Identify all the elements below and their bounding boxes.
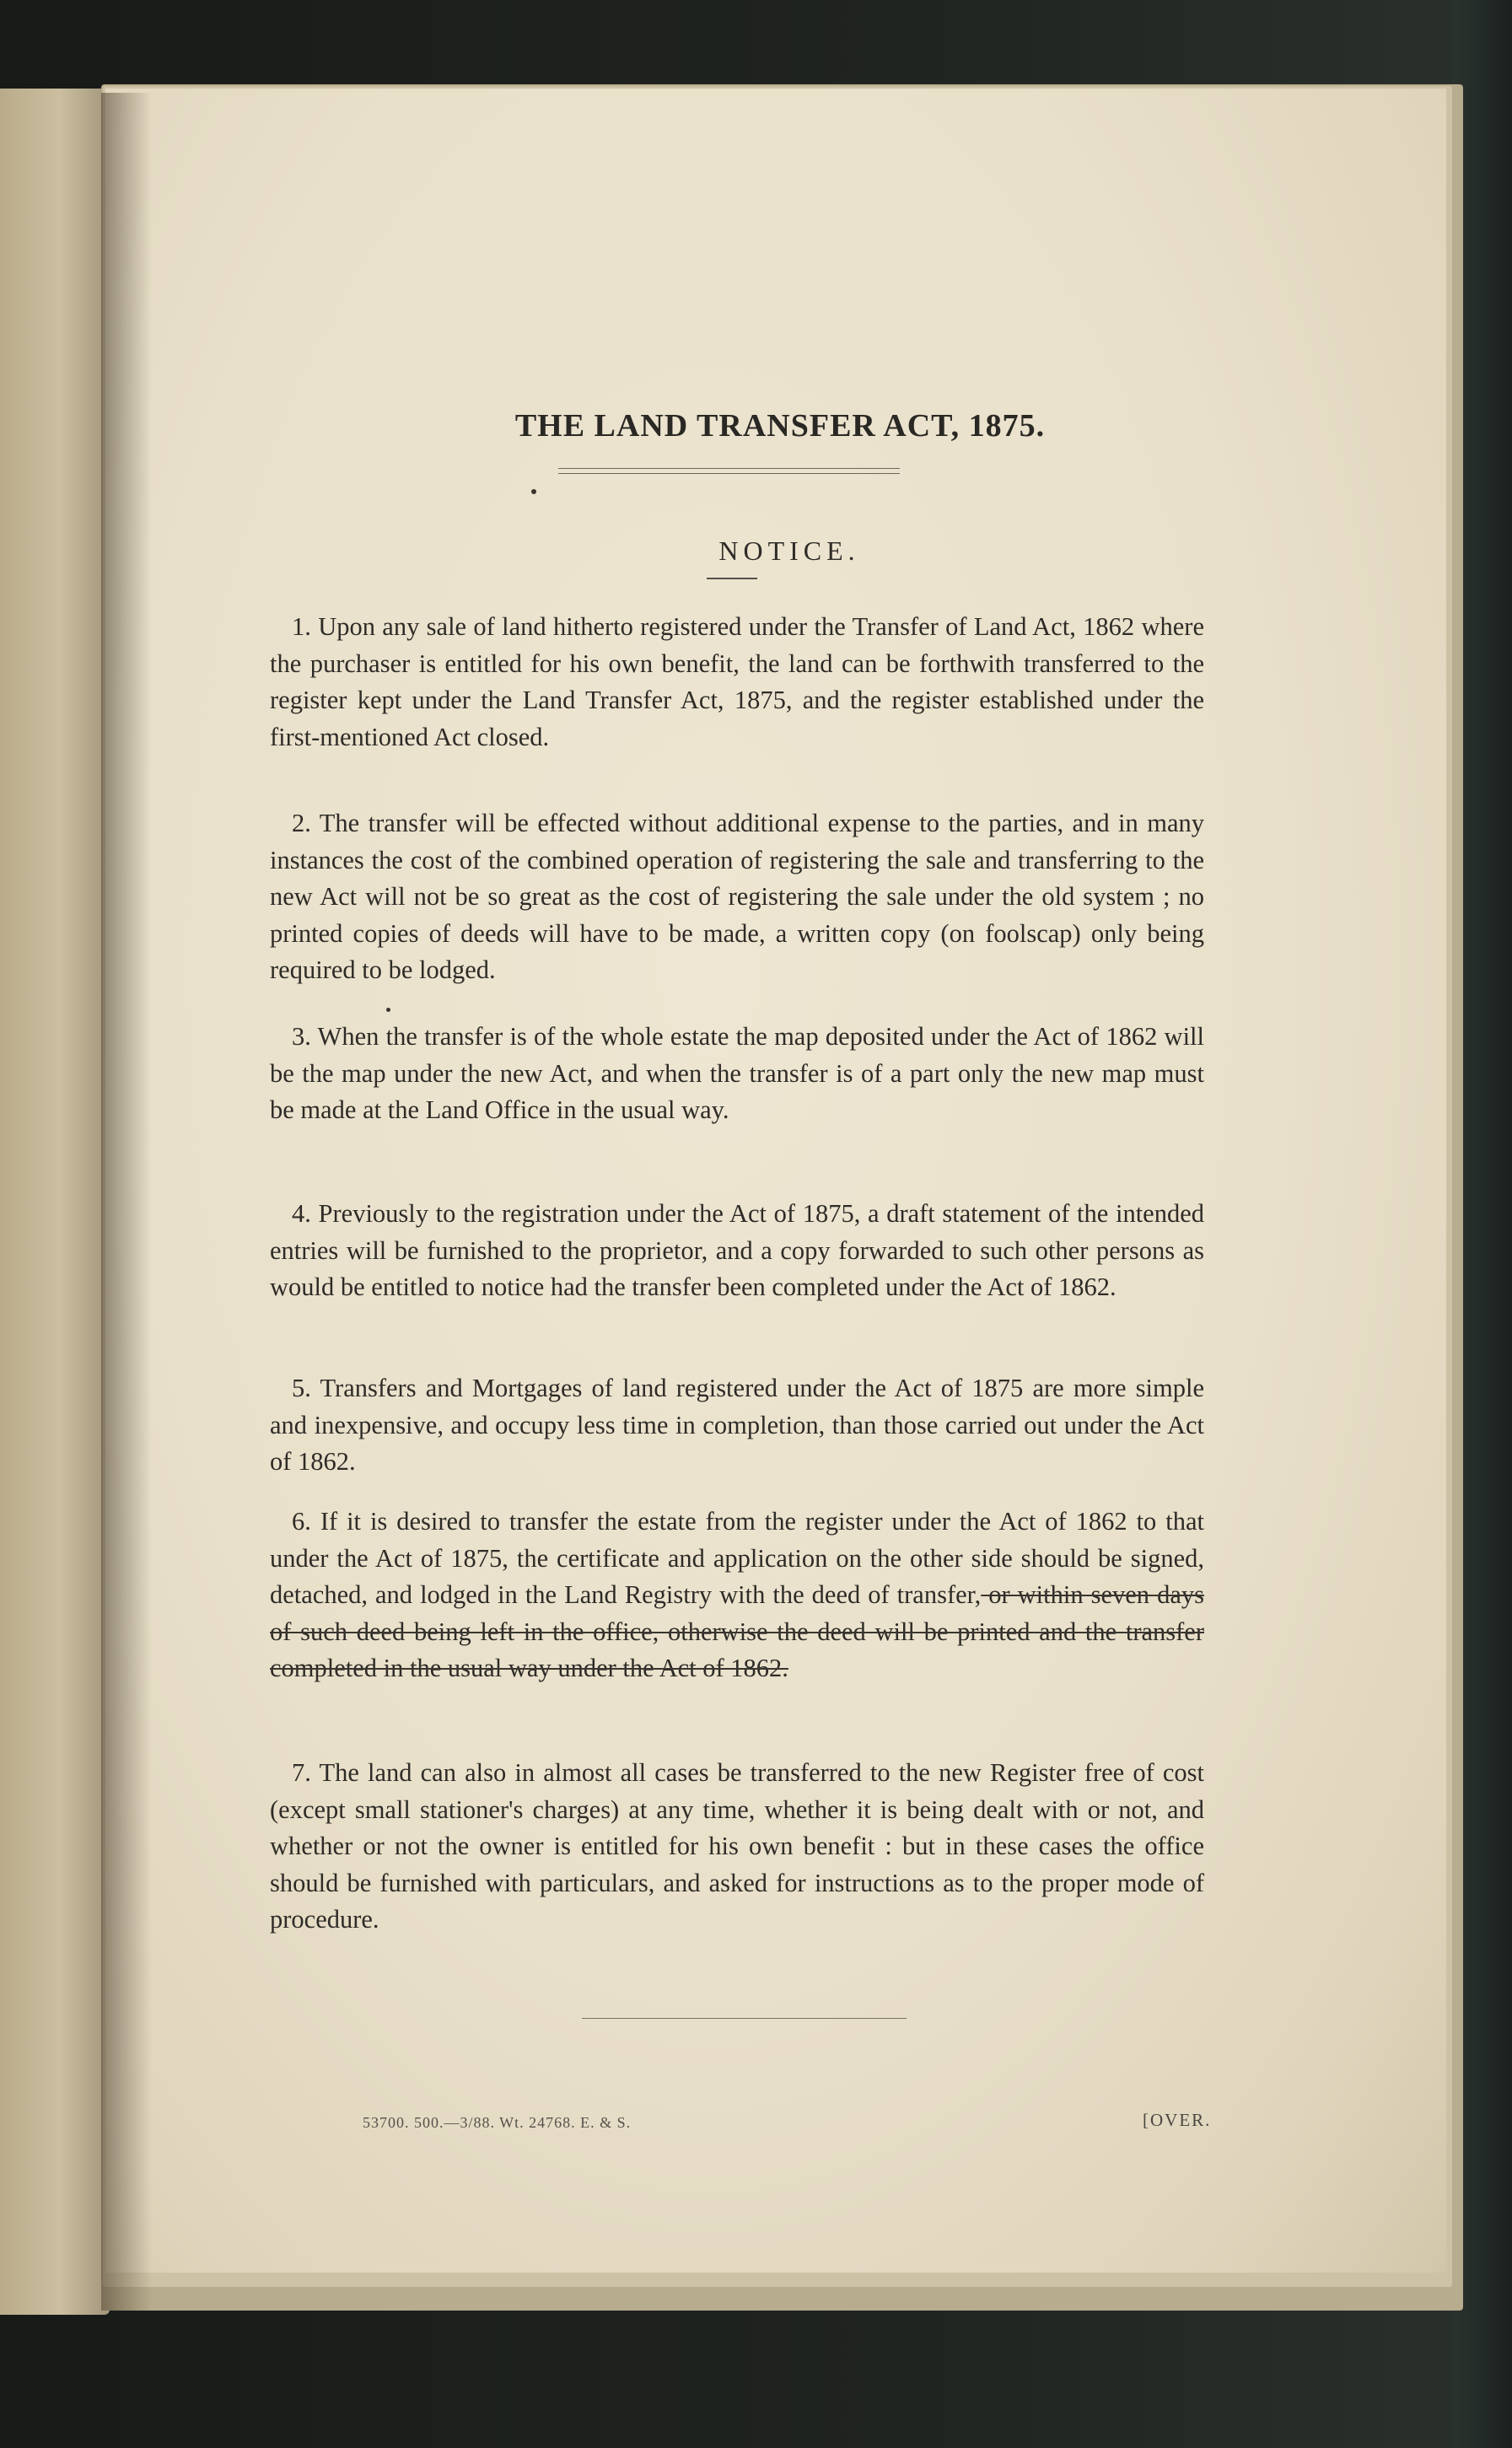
paragraph-7: 7. The land can also in almost all cases be transferred to the new Register free of cost (except small stationer's charges) at any time, whether it is being dealt with or not, and whether or not the owner is entitled for his own benefit : but in these cases the office should be furnished with particulars, and asked for instructions as to the proper mode of procedure.: [270, 1758, 1204, 1934]
title-double-rule: [558, 468, 900, 474]
document-page: [105, 89, 1446, 2273]
paragraph-1: 1. Upon any sale of land hitherto registered under the Transfer of Land Act, 1862 where the purchaser is entitled for his own benefit, the land can be forthwith transferred to the register kept under the Land Transfer Act, 1875, and the register established under the first-mentioned Act closed.: [270, 612, 1204, 751]
paragraph-6-text: 6. If it is desired to transfer the estate from the register under the Act of 1862 to that under the Act of 1875, the certificate and application on the other side should be signed, detached, and lodged in the Land Registry with the deed of transfer,: [270, 1507, 1204, 1609]
ink-speck: [386, 1008, 390, 1012]
previous-page-edge: [0, 89, 110, 2315]
ink-speck: [531, 489, 536, 494]
paragraph-6-struck-text: or within seven days of such deed being left in the office, otherwise the deed will be printed and the transfer completed in the usual way under the Act of 1862.: [270, 1580, 1204, 1682]
notice-rule: [707, 578, 757, 579]
paragraph-5: 5. Transfers and Mortgages of land registered under the Act of 1875 are more simple and inexpensive, and occupy less time in completion, than those carried out under the Act of 1862.: [270, 1374, 1204, 1476]
gutter-shadow: [101, 93, 152, 2311]
paragraph-2: 2. The transfer will be effected without additional expense to the parties, and in many instances the cost of the combined operation of registering the sale and transferring to the new Act will not be so great as the cost of registering the sale under the old system ; no printed copies of deeds will have to be made, a written copy (on foolscap) only being required to be lodged.: [270, 809, 1204, 984]
printer-imprint: 53700. 500.—3/88. Wt. 24768. E. & S.: [363, 2114, 632, 2131]
paragraph-4: 4. Previously to the registration under the Act of 1875, a draft statement of the intended entries will be furnished to the proprietor, and a copy forwarded to such other persons as would be entitled to notice had the transfer been completed under the Act of 1862.: [270, 1199, 1204, 1301]
over-marker: [OVER.: [1143, 2110, 1212, 2130]
paragraph-6: [270, 1504, 1204, 1687]
paragraph-3: 3. When the transfer is of the whole estate the map deposited under the Act of 1862 will be the map under the new Act, and when the transfer is of a part only the new map must be made at the Land Office in the usual way.: [270, 1022, 1204, 1124]
document-title: THE LAND TRANSFER ACT, 1875.: [514, 408, 1046, 444]
closing-rule: [582, 2018, 907, 2019]
notice-heading: NOTICE.: [718, 535, 860, 566]
